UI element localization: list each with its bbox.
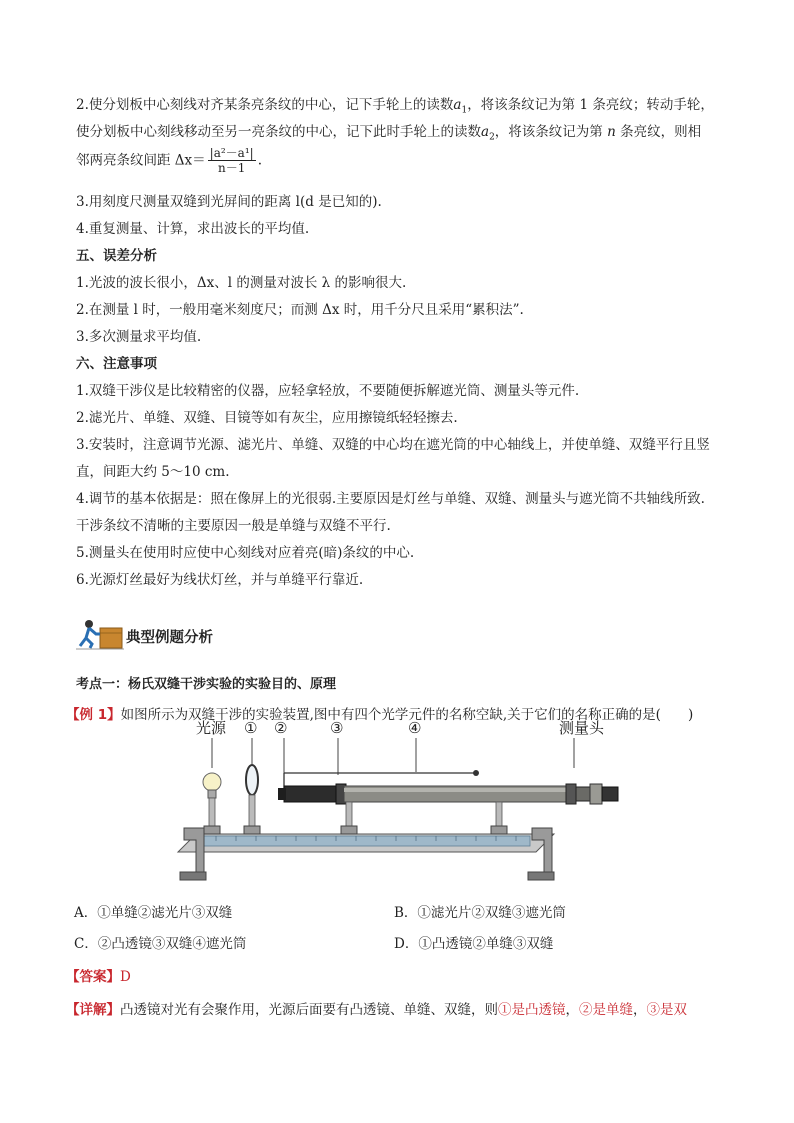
detail-text: 凸透镜对光有会聚作用，光源后面要有凸透镜、单缝、双缝，则 <box>120 1002 498 1018</box>
label-component-1: ① <box>244 719 258 737</box>
answer-value: D <box>120 969 131 985</box>
var-a: a <box>453 97 462 113</box>
example-question-text: 如图所示为双缝干涉的实验装置,图中有四个光学元件的名称空缺,关于它们的名称正确的是( ) <box>120 707 694 723</box>
label-light-source: 光源 <box>196 719 227 737</box>
detail-line <box>66 1001 687 1019</box>
exam-point: 考点一：杨氏双缝干涉实验的实验目的、原理 <box>76 677 337 692</box>
error-item-2: 2.在测量 l 时，一般用毫米刻度尺；而测 Δx 时，用千分尺且采用“累积法”. <box>76 302 524 318</box>
optical-bench <box>178 828 554 880</box>
section-heading-text: 典型例题分析 <box>126 630 213 646</box>
tube-supports <box>341 802 507 834</box>
detail-sep-2: ， <box>633 1002 647 1018</box>
detail-red-1: ①是凸透镜 <box>498 1002 566 1018</box>
detail-red-3: ③是双 <box>646 1002 687 1018</box>
answer-tag: 【答案】 <box>66 969 120 985</box>
answer-line <box>66 968 131 986</box>
option-c[interactable]: C．②凸透镜③双缝④遮光筒 <box>74 936 247 952</box>
step-2-line-2 <box>76 123 701 147</box>
sub-1: 1 <box>461 105 468 116</box>
double-slit-apparatus-figure <box>176 710 626 890</box>
lever-knob <box>473 770 479 776</box>
label-component-3: ③ <box>330 719 344 737</box>
fraction <box>208 146 256 175</box>
text: ，将该条纹记为第 1 条亮纹；转动手轮， <box>467 97 714 113</box>
error-item-1: 1.光波的波长很小，Δx、l 的测量对波长 λ 的影响很大. <box>76 275 407 291</box>
error-item-3: 3.多次测量求平均值. <box>76 329 202 345</box>
note-item-4a: 4.调节的基本依据是：照在像屏上的光很弱.主要原因是灯丝与单缝、双缝、测量头与遮光筒不共轴线所致. <box>76 491 705 507</box>
label-measuring-head: 测量头 <box>559 719 605 737</box>
notes-title: 六、注意事项 <box>76 356 157 372</box>
fraction-denominator: n－1 <box>217 161 246 175</box>
var-a: a <box>481 124 490 140</box>
detail-tag: 【详解】 <box>66 1002 120 1018</box>
text: 2.使分划板中心刻线对齐某条亮条纹的中心，记下手轮上的读数 <box>76 97 454 113</box>
note-item-3a: 3.安装时，注意调节光源、滤光片、单缝、双缝的中心均在遮光筒的中心轴线上，并使单缝、双缝平行且竖 <box>76 437 710 453</box>
step-4: 4.重复测量、计算，求出波长的平均值. <box>76 221 310 237</box>
lens-holder-1 <box>244 765 260 834</box>
step-2-line-3 <box>76 146 262 175</box>
light-bulb <box>203 773 221 834</box>
text: ，将该条纹记为第 <box>494 124 603 140</box>
detail-sep-1: ， <box>565 1002 579 1018</box>
text: . <box>257 152 262 169</box>
label-component-4: ④ <box>408 719 422 737</box>
option-a[interactable]: A．①单缝②滤光片③双缝 <box>74 905 233 921</box>
note-item-4b: 干涉条纹不清晰的主要原因一般是单缝与双缝不平行. <box>76 518 391 534</box>
note-item-1: 1.双缝干涉仪是比较精密的仪器，应轻拿轻放，不要随便拆解遮光筒、测量头等元件. <box>76 383 580 399</box>
section-heading <box>76 614 336 654</box>
text: 邻两亮条纹间距 Δx＝ <box>76 152 206 169</box>
text: 条亮纹，则相 <box>620 124 702 140</box>
sub-2: 2 <box>489 132 495 143</box>
step-2-line-1 <box>76 96 714 120</box>
option-d[interactable]: D．①凸透镜②单缝③双缝 <box>394 936 554 952</box>
light-shield-tube <box>278 784 618 804</box>
error-analysis-title: 五、误差分析 <box>76 248 157 264</box>
fraction-numerator: |a²－a¹| <box>209 146 254 160</box>
note-item-5: 5.测量头在使用时应使中心刻线对应着亮(暗)条纹的中心. <box>76 545 415 561</box>
detail-red-2: ②是单缝 <box>579 1002 633 1018</box>
label-component-2: ② <box>274 719 288 737</box>
example-tag: 【例 1】 <box>66 707 121 723</box>
pointer-lines <box>212 738 574 782</box>
text: 使分划板中心刻线移动至另一亮条纹的中心，记下此时手轮上的读数 <box>76 124 481 140</box>
note-item-6: 6.光源灯丝最好为线状灯丝，并与单缝平行靠近. <box>76 572 364 588</box>
note-item-3b: 直，间距大约 5～10 cm. <box>76 464 230 480</box>
note-item-2: 2.滤光片、单缝、双缝、目镜等如有灰尘，应用擦镜纸轻轻擦去. <box>76 410 458 426</box>
option-b[interactable]: B．①滤光片②双缝③遮光筒 <box>394 905 566 921</box>
step-3: 3.用刻度尺测量双缝到光屏间的距离 l(d 是已知的). <box>76 194 382 210</box>
var-n: n <box>607 124 616 140</box>
pushing-box-icon <box>76 614 124 654</box>
